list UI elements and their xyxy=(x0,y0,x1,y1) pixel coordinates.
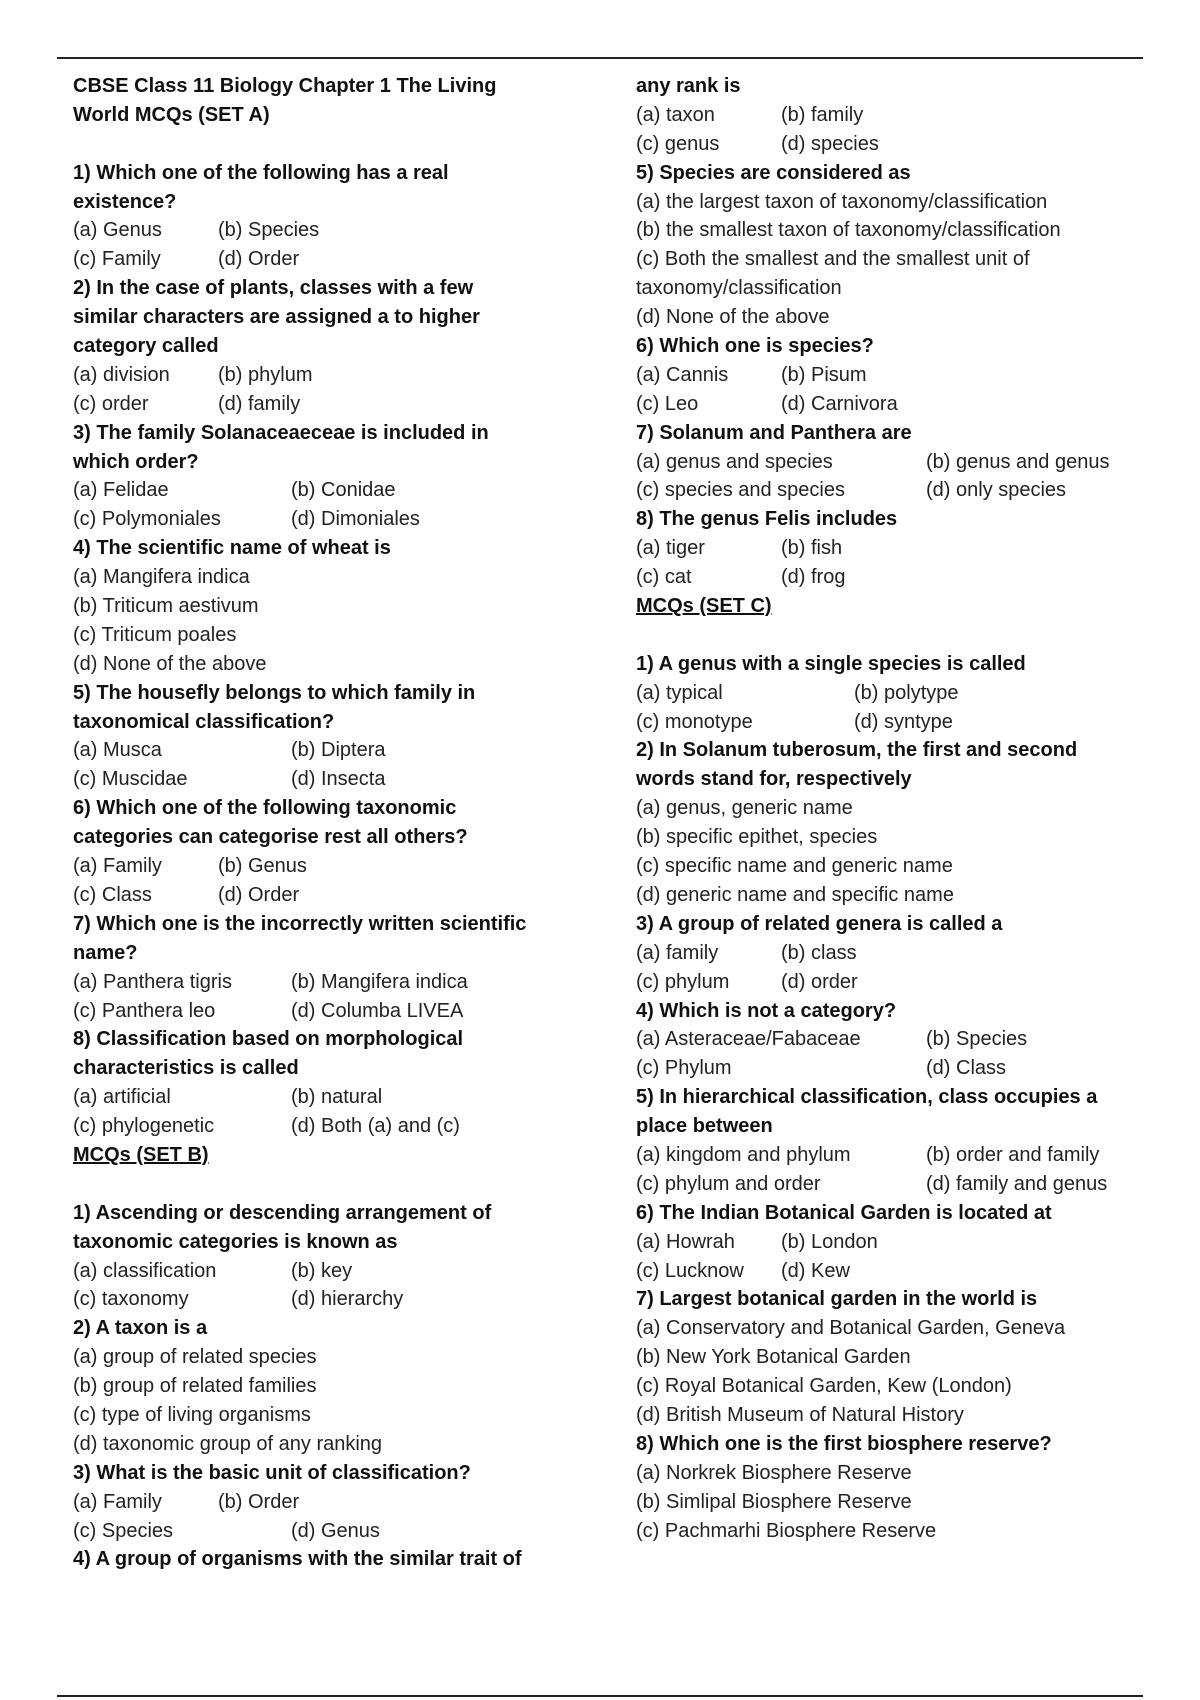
title-text: any rank is xyxy=(636,75,741,97)
option-row xyxy=(73,1112,573,1141)
option: (c) monotype xyxy=(636,710,753,733)
option: (c) Muscidae xyxy=(73,768,188,791)
option: (c) Family xyxy=(73,248,161,271)
question-text: 3) The family Solanaceaeceae is included in xyxy=(73,421,489,444)
option-row xyxy=(73,1083,573,1112)
right-column xyxy=(636,72,1156,1545)
option-row xyxy=(636,101,1156,130)
option-row xyxy=(73,881,573,910)
top-rule xyxy=(57,57,1143,59)
option: (a) Musca xyxy=(73,739,162,762)
title-text: existence? xyxy=(73,190,177,213)
option: (d) Genus xyxy=(291,1519,380,1542)
option: (a) tiger xyxy=(636,537,705,560)
option: (a) Cannis xyxy=(636,363,729,386)
option-row xyxy=(636,476,1156,505)
option: (d) Order xyxy=(218,248,300,271)
option: (a) genus and species xyxy=(636,450,833,473)
option-row xyxy=(636,130,1156,159)
option: (a) Howrah xyxy=(636,1230,735,1253)
option: (d) only species xyxy=(926,479,1067,502)
title-text: place between xyxy=(636,1115,773,1138)
option: (c) order xyxy=(73,392,149,415)
option: (d) None of the above xyxy=(73,652,267,675)
option: (a) Norkrek Biosphere Reserve xyxy=(636,1461,912,1484)
option: (d) None of the above xyxy=(636,306,830,329)
title-text: which order? xyxy=(73,450,199,473)
option: (b) specific epithet, species xyxy=(636,826,878,849)
option-row xyxy=(636,939,1156,968)
question-text: 6) The Indian Botanical Garden is located at xyxy=(636,1201,1052,1224)
question-text: 3) A group of related genera is called a xyxy=(636,912,1003,935)
option: (a) Family xyxy=(73,855,162,878)
option: (d) Kew xyxy=(781,1259,850,1282)
option: (b) phylum xyxy=(218,363,313,386)
spacer xyxy=(73,130,573,159)
option: (b) Species xyxy=(218,219,320,242)
option: (a) group of related species xyxy=(73,1346,317,1369)
option: (c) specific name and generic name xyxy=(636,855,953,878)
option: (c) type of living organisms xyxy=(73,1403,311,1426)
option-row xyxy=(73,997,573,1026)
option: (b) Mangifera indica xyxy=(291,970,468,993)
question-text: 7) Largest botanical garden in the world is xyxy=(636,1288,1038,1311)
option: (b) class xyxy=(781,941,857,964)
option-row xyxy=(73,1257,573,1286)
option: (d) Class xyxy=(926,1057,1007,1080)
option-row xyxy=(636,1257,1156,1286)
option-row xyxy=(73,765,573,794)
option: (d) Dimoniales xyxy=(291,508,420,531)
title-text: taxonomic categories is known as xyxy=(73,1230,398,1253)
option-row xyxy=(636,679,1156,708)
option-row xyxy=(73,736,573,765)
option: (b) New York Botanical Garden xyxy=(636,1346,911,1369)
title-text: category called xyxy=(73,335,219,358)
option: (b) the smallest taxon of taxonomy/classification xyxy=(636,219,1061,242)
option: (d) species xyxy=(781,132,879,155)
option-row xyxy=(636,563,1156,592)
option: (d) syntype xyxy=(854,710,953,733)
option: (a) taxon xyxy=(636,103,715,126)
option: (c) Polymoniales xyxy=(73,508,221,531)
option: (d) Insecta xyxy=(291,768,386,791)
option: (b) Pisum xyxy=(781,363,867,386)
question-text: 4) A group of organisms with the similar trait of xyxy=(73,1548,522,1571)
option: taxonomy/classification xyxy=(636,277,842,300)
title-text: name? xyxy=(73,941,138,964)
title-text: taxonomical classification? xyxy=(73,710,335,733)
option: (a) the largest taxon of taxonomy/classification xyxy=(636,190,1048,213)
question-text: 1) Which one of the following has a real xyxy=(73,161,449,184)
option: (a) Genus xyxy=(73,219,162,242)
section-heading: MCQs (SET B) xyxy=(73,1143,209,1166)
question-text: 8) The genus Felis includes xyxy=(636,508,898,531)
option: (b) fish xyxy=(781,537,843,560)
option-row xyxy=(73,245,573,274)
option: (d) hierarchy xyxy=(291,1288,404,1311)
option: (a) Asteraceae/Fabaceae xyxy=(636,1028,861,1051)
title-text: World MCQs (SET A) xyxy=(73,103,270,126)
option: (b) London xyxy=(781,1230,878,1253)
option: (b) Diptera xyxy=(291,739,386,762)
option: (d) frog xyxy=(781,566,846,589)
option: (d) British Museum of Natural History xyxy=(636,1403,964,1426)
option-row xyxy=(73,361,573,390)
option: (a) Panthera tigris xyxy=(73,970,232,993)
option: (b) polytype xyxy=(854,681,959,704)
option: (c) Leo xyxy=(636,392,699,415)
option: (b) natural xyxy=(291,1086,383,1109)
option: (c) Triticum poales xyxy=(73,623,237,646)
question-text: 5) In hierarchical classification, class occupies a xyxy=(636,1086,1098,1109)
option: (b) Species xyxy=(926,1028,1028,1051)
option: (a) Felidae xyxy=(73,479,169,502)
option: (b) Conidae xyxy=(291,479,396,502)
option: (d) family and genus xyxy=(926,1172,1108,1195)
question-text: 8) Classification based on morphological xyxy=(73,1028,464,1051)
question-text: 8) Which one is the first biosphere reserve? xyxy=(636,1432,1052,1455)
option-row xyxy=(73,852,573,881)
option-row xyxy=(636,1054,1156,1083)
title-text: categories can categorise rest all others? xyxy=(73,826,468,849)
question-text: 6) Which one is species? xyxy=(636,335,874,358)
option: (b) group of related families xyxy=(73,1375,317,1398)
option: (c) Panthera leo xyxy=(73,999,216,1022)
option: (c) Royal Botanical Garden, Kew (London) xyxy=(636,1375,1012,1398)
option: (a) Conservatory and Botanical Garden, Geneva xyxy=(636,1317,1066,1340)
option: (d) order xyxy=(781,970,858,993)
option: (a) classification xyxy=(73,1259,217,1282)
option-row xyxy=(636,1141,1156,1170)
option: (b) family xyxy=(781,103,864,126)
title-text: characteristics is called xyxy=(73,1057,299,1080)
option: (a) artificial xyxy=(73,1086,171,1109)
option-row xyxy=(73,1488,573,1517)
question-text: 7) Solanum and Panthera are xyxy=(636,421,912,444)
option: (c) taxonomy xyxy=(73,1288,189,1311)
option: (a) Mangifera indica xyxy=(73,566,250,589)
option: (d) Order xyxy=(218,883,300,906)
left-column xyxy=(73,72,573,1574)
question-text: 4) The scientific name of wheat is xyxy=(73,537,391,560)
question-text: 1) Ascending or descending arrangement of xyxy=(73,1201,492,1224)
option-row xyxy=(636,1170,1156,1199)
option-row xyxy=(636,708,1156,737)
option-row xyxy=(73,390,573,419)
option-row xyxy=(73,216,573,245)
question-text: 7) Which one is the incorrectly written scientific xyxy=(73,912,527,935)
option: (c) Species xyxy=(73,1519,174,1542)
option-row xyxy=(636,390,1156,419)
option: (a) division xyxy=(73,363,170,386)
option: (b) order and family xyxy=(926,1143,1100,1166)
option: (c) species and species xyxy=(636,479,845,502)
option: (b) Genus xyxy=(218,855,307,878)
option: (b) key xyxy=(291,1259,353,1282)
option: (d) Carnivora xyxy=(781,392,898,415)
option-row xyxy=(73,505,573,534)
option: (c) phylum xyxy=(636,970,730,993)
option-row xyxy=(73,476,573,505)
option: (b) genus and genus xyxy=(926,450,1110,473)
question-text: 6) Which one of the following taxonomic xyxy=(73,797,457,820)
option: (c) Pachmarhi Biosphere Reserve xyxy=(636,1519,937,1542)
option-row xyxy=(73,1285,573,1314)
question-text: 2) In Solanum tuberosum, the first and second xyxy=(636,739,1078,762)
title-text: similar characters are assigned a to higher xyxy=(73,306,480,329)
bottom-rule xyxy=(57,1695,1143,1697)
option: (b) Simlipal Biosphere Reserve xyxy=(636,1490,912,1513)
option: (c) Class xyxy=(73,883,152,906)
option: (a) kingdom and phylum xyxy=(636,1143,851,1166)
question-text: 1) A genus with a single species is called xyxy=(636,652,1026,675)
option: (d) generic name and specific name xyxy=(636,883,954,906)
option-row xyxy=(636,448,1156,477)
option-row xyxy=(636,534,1156,563)
option-row xyxy=(636,1228,1156,1257)
option-row xyxy=(636,1025,1156,1054)
option: (d) Columba LIVEA xyxy=(291,999,464,1022)
title-text: CBSE Class 11 Biology Chapter 1 The Living xyxy=(73,75,497,97)
question-text: 5) The housefly belongs to which family in xyxy=(73,681,476,704)
question-text: 4) Which is not a category? xyxy=(636,999,897,1022)
question-text: 2) In the case of plants, classes with a few xyxy=(73,277,474,300)
option: (a) Family xyxy=(73,1490,162,1513)
option: (d) Both (a) and (c) xyxy=(291,1115,460,1138)
option: (b) Triticum aestivum xyxy=(73,595,259,618)
option: (d) family xyxy=(218,392,301,415)
question-text: 3) What is the basic unit of classification? xyxy=(73,1461,471,1484)
option: (c) Both the smallest and the smallest unit of xyxy=(636,248,1030,271)
question-text: 2) A taxon is a xyxy=(73,1317,208,1340)
option-row xyxy=(73,1517,573,1546)
option: (c) genus xyxy=(636,132,720,155)
option: (c) Lucknow xyxy=(636,1259,744,1282)
option: (a) genus, generic name xyxy=(636,797,853,820)
question-text: 5) Species are considered as xyxy=(636,161,911,184)
title-text: words stand for, respectively xyxy=(636,768,912,791)
spacer xyxy=(73,1170,573,1199)
option-row xyxy=(636,968,1156,997)
option: (a) typical xyxy=(636,681,723,704)
option-row xyxy=(636,361,1156,390)
section-heading: MCQs (SET C) xyxy=(636,595,772,618)
option: (c) phylogenetic xyxy=(73,1115,215,1138)
option: (d) taxonomic group of any ranking xyxy=(73,1432,383,1455)
option: (c) phylum and order xyxy=(636,1172,821,1195)
option: (b) Order xyxy=(218,1490,300,1513)
option: (a) family xyxy=(636,941,719,964)
option: (c) cat xyxy=(636,566,692,589)
spacer xyxy=(636,621,1156,650)
option: (c) Phylum xyxy=(636,1057,732,1080)
option-row xyxy=(73,968,573,997)
